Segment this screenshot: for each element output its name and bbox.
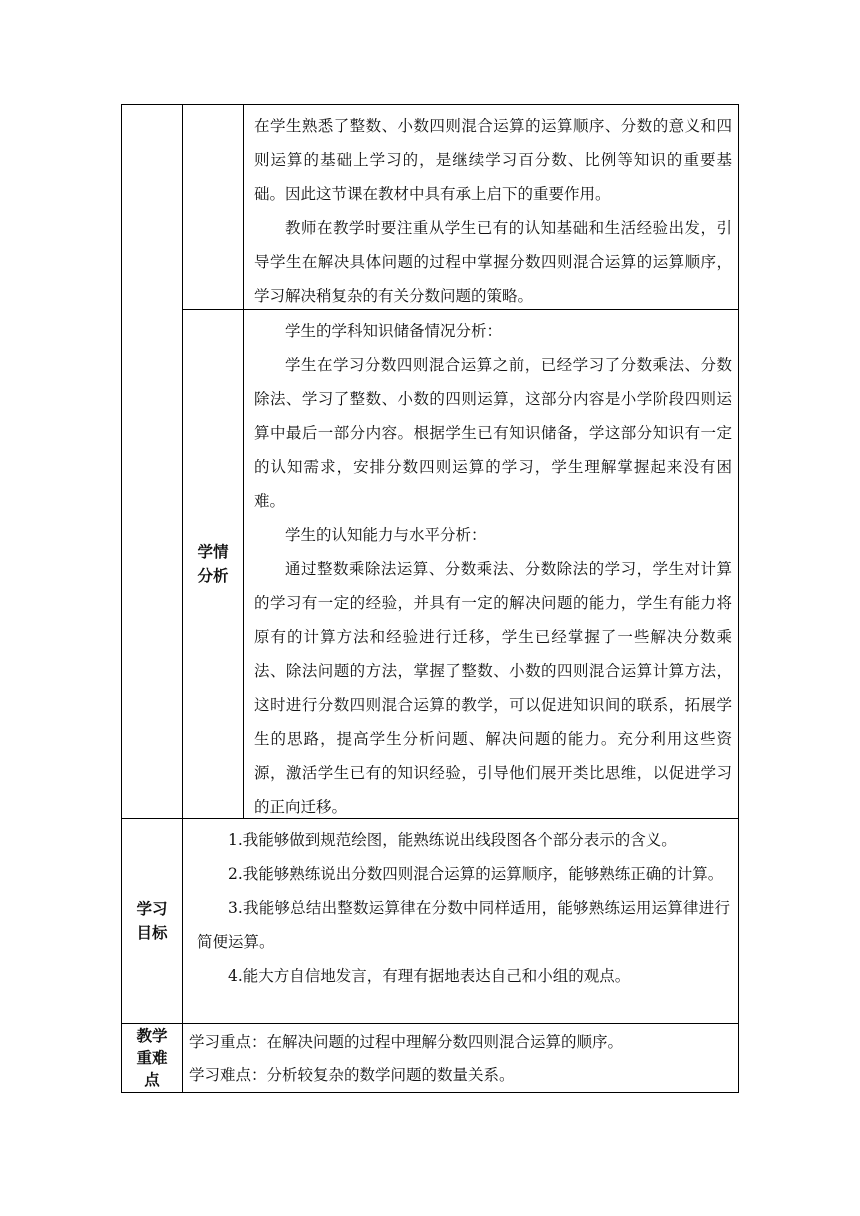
key-points-content-cell [183,1024,739,1093]
intro-content-cell [244,105,739,310]
ability-heading: 学生的认知能力与水平分析： [285,526,487,544]
lesson-plan-table [121,104,739,1093]
learning-goal-4: 4.能大方自信地发言，有理有据地表达自己和小组的观点。 [228,967,631,985]
intro-paragraph-1: 在学生熟悉了整数、小数四则混合运算的运算顺序、分数的意义和四则运算的基础上学习的，是继续学习百分数、比例等知识的重要基础。因此这节课在教材中具有承上启下的重要作用。 [254,117,732,203]
learner-analysis-content-cell [244,310,739,819]
key-points-label: 教学重难点 [136,1027,168,1089]
knowledge-text: 学生在学习分数四则混合运算之前，已经学习了分数乘法、分数除法、学习了整数、小数的四则运算，这部分内容是小学阶段四则运算中最后一部分内容。根据学生已有知识储备，学这部分知识有一定的认知需求，安排分数四则运算的学习，学生理解掌握起来没有困难。 [254,356,732,510]
learning-goals-label-cell [122,819,183,1024]
learner-analysis-label-cell [183,310,244,819]
learner-analysis-label: 学情分析 [197,543,229,585]
learner-analysis-row [122,310,739,819]
ability-text: 通过整数乘除法运算、分数乘法、分数除法的学习，学生对计算的学习有一定的经验，并具有一定的解决问题的能力，学生有能力将原有的计算方法和经验进行迁移，学生已经掌握了一些解决分数乘法、除法问题的方法，掌握了整数、小数的四则混合运算计算方法，这时进行分数四则混合运算的教学，可以促进知识间的联系，拓展学生的思路，提高学生分析问题、解决问题的能力。充分利用这些资源，激活学生已有的知识经验，引导他们展开类比思维，以促进学习的正向迁移。 [254,560,732,816]
teaching-difficulty: 学习难点：分析较复杂的数学问题的数量关系。 [189,1066,515,1084]
learning-goal-3: 3.我能够总结出整数运算律在分数中同样适用，能够熟练运用运算律进行简便运算。 [197,899,730,951]
empty-outer-label-cell [122,105,183,819]
knowledge-heading: 学生的学科知识储备情况分析： [285,322,503,340]
key-points-label-cell [122,1024,183,1093]
learning-goal-2: 2.我能够熟练说出分数四则混合运算的运算顺序，能够熟练正确的计算。 [228,865,724,883]
learning-goals-label: 学习目标 [136,900,168,942]
teaching-focus: 学习重点：在解决问题的过程中理解分数四则混合运算的顺序。 [189,1033,624,1051]
learning-goals-content-cell [183,819,739,1024]
empty-inner-label-cell [183,105,244,310]
learning-goals-row [122,819,739,1024]
intro-row [122,105,739,310]
learning-goal-1: 1.我能够做到规范绘图，能熟练说出线段图各个部分表示的含义。 [228,831,677,849]
intro-paragraph-2: 教师在教学时要注重从学生已有的认知基础和生活经验出发，引导学生在解决具体问题的过程中掌握分数四则混合运算的运算顺序，学习解决稍复杂的有关分数问题的策略。 [254,219,732,305]
key-points-row [122,1024,739,1093]
